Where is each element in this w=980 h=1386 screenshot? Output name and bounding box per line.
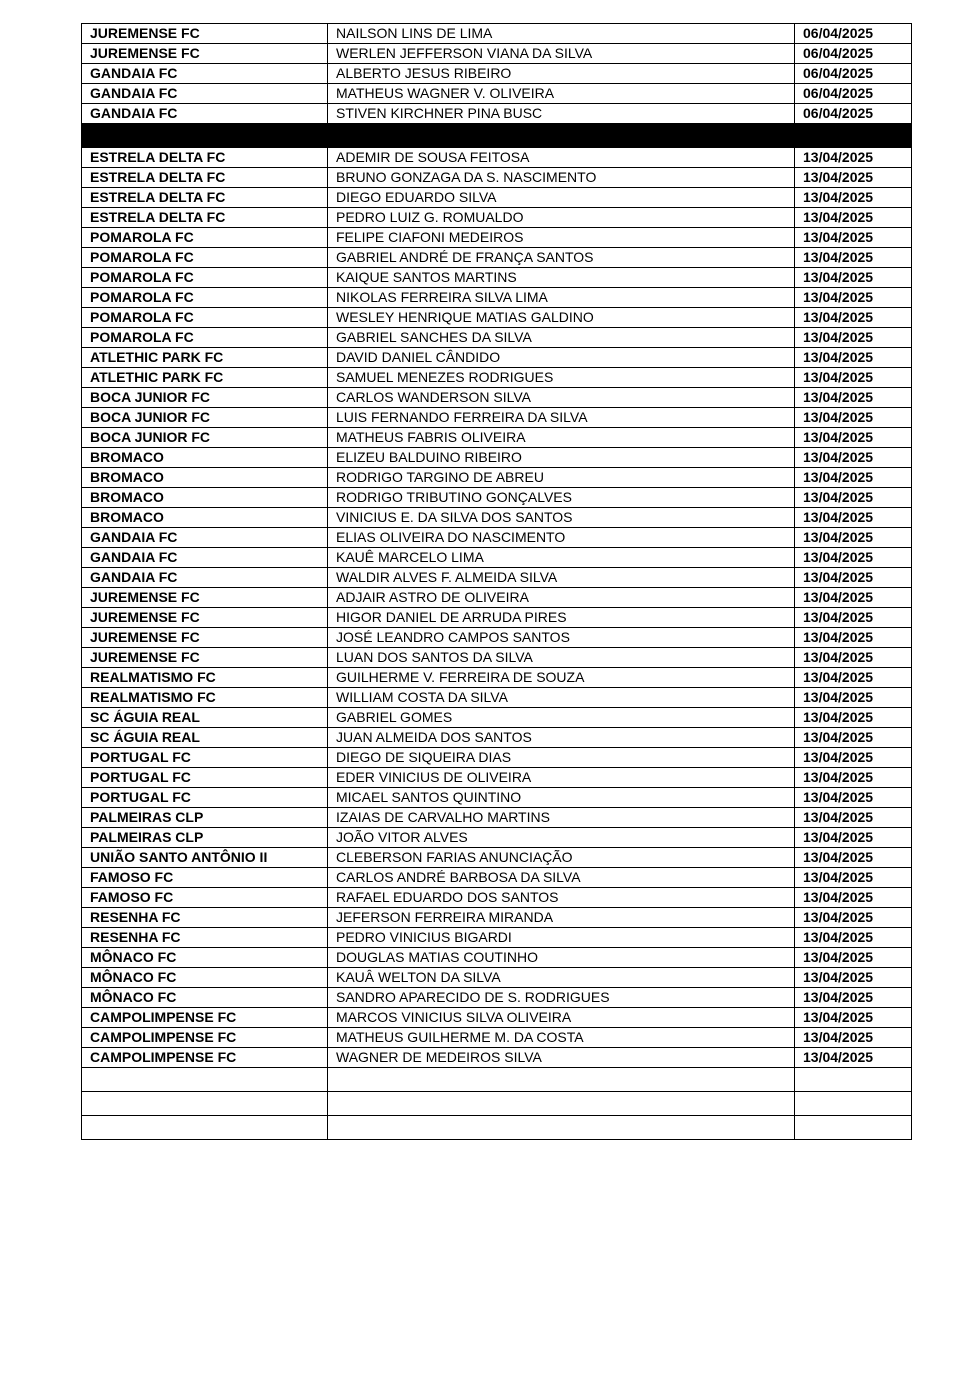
club-cell: BOCA JUNIOR FC (82, 388, 328, 408)
date-cell: 06/04/2025 (795, 64, 912, 84)
player-cell: RAFAEL EDUARDO DOS SANTOS (328, 888, 795, 908)
table-row (82, 1028, 912, 1048)
player-cell: ALBERTO JESUS RIBEIRO (328, 64, 795, 84)
player-cell: KAUÂ WELTON DA SILVA (328, 968, 795, 988)
table-row (82, 308, 912, 328)
table-row (82, 64, 912, 84)
table-row (82, 648, 912, 668)
table-row (82, 288, 912, 308)
date-cell: 13/04/2025 (795, 288, 912, 308)
date-cell: 13/04/2025 (795, 788, 912, 808)
player-cell: STIVEN KIRCHNER PINA BUSC (328, 104, 795, 124)
player-cell: KAIQUE SANTOS MARTINS (328, 268, 795, 288)
player-cell: MARCOS VINICIUS SILVA OLIVEIRA (328, 1008, 795, 1028)
club-cell: ESTRELA DELTA FC (82, 148, 328, 168)
table-row (82, 348, 912, 368)
table-row (82, 508, 912, 528)
table-row (82, 628, 912, 648)
player-cell: JOÃO VITOR ALVES (328, 828, 795, 848)
club-cell: JUREMENSE FC (82, 24, 328, 44)
date-cell: 13/04/2025 (795, 608, 912, 628)
player-cell: KAUÊ MARCELO LIMA (328, 548, 795, 568)
club-cell: PALMEIRAS CLP (82, 828, 328, 848)
club-cell: GANDAIA FC (82, 104, 328, 124)
separator-cell (795, 124, 912, 148)
player-cell: GABRIEL ANDRÉ DE FRANÇA SANTOS (328, 248, 795, 268)
player-cell: JEFERSON FERREIRA MIRANDA (328, 908, 795, 928)
date-cell: 06/04/2025 (795, 44, 912, 64)
date-cell: 13/04/2025 (795, 708, 912, 728)
club-cell: ESTRELA DELTA FC (82, 168, 328, 188)
player-cell: FELIPE CIAFONI MEDEIROS (328, 228, 795, 248)
date-cell: 13/04/2025 (795, 928, 912, 948)
club-cell: BROMACO (82, 448, 328, 468)
date-cell: 13/04/2025 (795, 248, 912, 268)
date-cell: 13/04/2025 (795, 1008, 912, 1028)
club-cell: CAMPOLIMPENSE FC (82, 1028, 328, 1048)
club-cell: REALMATISMO FC (82, 668, 328, 688)
club-cell: RESENHA FC (82, 908, 328, 928)
player-cell: DIEGO EDUARDO SILVA (328, 188, 795, 208)
table-row (82, 848, 912, 868)
player-cell: CARLOS WANDERSON SILVA (328, 388, 795, 408)
date-cell (795, 1092, 912, 1116)
date-cell: 13/04/2025 (795, 808, 912, 828)
player-cell: HIGOR DANIEL DE ARRUDA PIRES (328, 608, 795, 628)
table-row (82, 868, 912, 888)
date-cell: 13/04/2025 (795, 368, 912, 388)
player-cell (328, 1092, 795, 1116)
date-cell: 13/04/2025 (795, 168, 912, 188)
date-cell: 06/04/2025 (795, 24, 912, 44)
date-cell: 13/04/2025 (795, 528, 912, 548)
date-cell (795, 1116, 912, 1140)
club-cell: BROMACO (82, 488, 328, 508)
table-row (82, 468, 912, 488)
club-cell: MÔNACO FC (82, 948, 328, 968)
table-row (82, 828, 912, 848)
player-cell: WILLIAM COSTA DA SILVA (328, 688, 795, 708)
player-cell: CLEBERSON FARIAS ANUNCIAÇÃO (328, 848, 795, 868)
table-row (82, 388, 912, 408)
club-cell: ESTRELA DELTA FC (82, 188, 328, 208)
date-cell: 13/04/2025 (795, 988, 912, 1008)
club-cell: POMAROLA FC (82, 328, 328, 348)
table-row (82, 788, 912, 808)
table-row (82, 24, 912, 44)
club-cell (82, 1068, 328, 1092)
table-row (82, 568, 912, 588)
separator-cell (328, 124, 795, 148)
club-cell: GANDAIA FC (82, 548, 328, 568)
player-cell: NIKOLAS FERREIRA SILVA LIMA (328, 288, 795, 308)
club-cell: PORTUGAL FC (82, 768, 328, 788)
date-cell: 13/04/2025 (795, 548, 912, 568)
player-cell: MATHEUS WAGNER V. OLIVEIRA (328, 84, 795, 104)
table-row (82, 888, 912, 908)
date-cell: 06/04/2025 (795, 104, 912, 124)
date-cell: 13/04/2025 (795, 828, 912, 848)
table-body (82, 24, 912, 1140)
club-cell: MÔNACO FC (82, 968, 328, 988)
date-cell: 13/04/2025 (795, 748, 912, 768)
player-cell: GUILHERME V. FERREIRA DE SOUZA (328, 668, 795, 688)
date-cell: 06/04/2025 (795, 84, 912, 104)
table-row (82, 588, 912, 608)
date-cell: 13/04/2025 (795, 228, 912, 248)
date-cell (795, 1068, 912, 1092)
player-cell: WERLEN JEFFERSON VIANA DA SILVA (328, 44, 795, 64)
club-cell: ESTRELA DELTA FC (82, 208, 328, 228)
player-cell: SAMUEL MENEZES RODRIGUES (328, 368, 795, 388)
empty-row (82, 1116, 912, 1140)
club-cell: FAMOSO FC (82, 888, 328, 908)
table-row (82, 768, 912, 788)
table-row (82, 188, 912, 208)
player-cell: RODRIGO TARGINO DE ABREU (328, 468, 795, 488)
table-row (82, 548, 912, 568)
table-row (82, 448, 912, 468)
table-row (82, 968, 912, 988)
player-cell: JOSÉ LEANDRO CAMPOS SANTOS (328, 628, 795, 648)
date-cell: 13/04/2025 (795, 508, 912, 528)
club-cell: JUREMENSE FC (82, 648, 328, 668)
player-cell (328, 1068, 795, 1092)
date-cell: 13/04/2025 (795, 728, 912, 748)
table-row (82, 208, 912, 228)
date-cell: 13/04/2025 (795, 188, 912, 208)
table-row (82, 408, 912, 428)
player-cell: NAILSON LINS DE LIMA (328, 24, 795, 44)
empty-row (82, 1068, 912, 1092)
date-cell: 13/04/2025 (795, 588, 912, 608)
club-cell: SC ÁGUIA REAL (82, 708, 328, 728)
date-cell: 13/04/2025 (795, 488, 912, 508)
club-cell (82, 1116, 328, 1140)
table-row (82, 44, 912, 64)
club-cell: GANDAIA FC (82, 64, 328, 84)
club-cell: CAMPOLIMPENSE FC (82, 1048, 328, 1068)
date-cell: 13/04/2025 (795, 328, 912, 348)
club-cell: PORTUGAL FC (82, 788, 328, 808)
club-cell: ATLETHIC PARK FC (82, 348, 328, 368)
section-separator-row (82, 124, 912, 148)
club-cell: RESENHA FC (82, 928, 328, 948)
club-cell: SC ÁGUIA REAL (82, 728, 328, 748)
player-cell: PEDRO LUIZ G. ROMUALDO (328, 208, 795, 228)
club-cell: JUREMENSE FC (82, 588, 328, 608)
date-cell: 13/04/2025 (795, 208, 912, 228)
club-cell: CAMPOLIMPENSE FC (82, 1008, 328, 1028)
club-cell: POMAROLA FC (82, 268, 328, 288)
date-cell: 13/04/2025 (795, 888, 912, 908)
table-row (82, 84, 912, 104)
club-cell: POMAROLA FC (82, 248, 328, 268)
club-cell: POMAROLA FC (82, 228, 328, 248)
date-cell: 13/04/2025 (795, 428, 912, 448)
date-cell: 13/04/2025 (795, 648, 912, 668)
table-row (82, 148, 912, 168)
table-row (82, 104, 912, 124)
club-cell: PORTUGAL FC (82, 748, 328, 768)
table-row (82, 908, 912, 928)
table-row (82, 268, 912, 288)
club-cell: JUREMENSE FC (82, 608, 328, 628)
club-cell: GANDAIA FC (82, 528, 328, 548)
table-row (82, 488, 912, 508)
table-row (82, 328, 912, 348)
date-cell: 13/04/2025 (795, 268, 912, 288)
player-cell: WALDIR ALVES F. ALMEIDA SILVA (328, 568, 795, 588)
table-row (82, 748, 912, 768)
player-cell: MATHEUS GUILHERME M. DA COSTA (328, 1028, 795, 1048)
date-cell: 13/04/2025 (795, 348, 912, 368)
table-row (82, 1048, 912, 1068)
table-row (82, 428, 912, 448)
table-row (82, 368, 912, 388)
date-cell: 13/04/2025 (795, 968, 912, 988)
club-cell: BROMACO (82, 468, 328, 488)
player-cell: ELIAS OLIVEIRA DO NASCIMENTO (328, 528, 795, 548)
player-cell: LUAN DOS SANTOS DA SILVA (328, 648, 795, 668)
player-cell: MICAEL SANTOS QUINTINO (328, 788, 795, 808)
player-cell: DOUGLAS MATIAS COUTINHO (328, 948, 795, 968)
club-cell (82, 1092, 328, 1116)
player-cell: IZAIAS DE CARVALHO MARTINS (328, 808, 795, 828)
player-cell: LUIS FERNANDO FERREIRA DA SILVA (328, 408, 795, 428)
player-cell: ADJAIR ASTRO DE OLIVEIRA (328, 588, 795, 608)
table-row (82, 928, 912, 948)
club-cell: ATLETHIC PARK FC (82, 368, 328, 388)
date-cell: 13/04/2025 (795, 388, 912, 408)
player-cell: WESLEY HENRIQUE MATIAS GALDINO (328, 308, 795, 328)
date-cell: 13/04/2025 (795, 1048, 912, 1068)
date-cell: 13/04/2025 (795, 948, 912, 968)
club-cell: JUREMENSE FC (82, 628, 328, 648)
club-cell: GANDAIA FC (82, 568, 328, 588)
separator-cell (82, 124, 328, 148)
player-cell: SANDRO APARECIDO DE S. RODRIGUES (328, 988, 795, 1008)
player-cell: MATHEUS FABRIS OLIVEIRA (328, 428, 795, 448)
club-cell: MÔNACO FC (82, 988, 328, 1008)
club-cell: POMAROLA FC (82, 288, 328, 308)
table-row (82, 668, 912, 688)
club-cell: POMAROLA FC (82, 308, 328, 328)
player-cell: VINICIUS E. DA SILVA DOS SANTOS (328, 508, 795, 528)
date-cell: 13/04/2025 (795, 908, 912, 928)
table-row (82, 808, 912, 828)
player-cell: ADEMIR DE SOUSA FEITOSA (328, 148, 795, 168)
date-cell: 13/04/2025 (795, 568, 912, 588)
table-row (82, 708, 912, 728)
player-cell (328, 1116, 795, 1140)
player-cell: GABRIEL GOMES (328, 708, 795, 728)
player-cell: BRUNO GONZAGA DA S. NASCIMENTO (328, 168, 795, 188)
club-cell: BROMACO (82, 508, 328, 528)
date-cell: 13/04/2025 (795, 688, 912, 708)
player-cell: DAVID DANIEL CÂNDIDO (328, 348, 795, 368)
player-cell: JUAN ALMEIDA DOS SANTOS (328, 728, 795, 748)
table-row (82, 528, 912, 548)
player-cell: CARLOS ANDRÉ BARBOSA DA SILVA (328, 868, 795, 888)
date-cell: 13/04/2025 (795, 448, 912, 468)
date-cell: 13/04/2025 (795, 668, 912, 688)
date-cell: 13/04/2025 (795, 628, 912, 648)
player-cell: PEDRO VINICIUS BIGARDI (328, 928, 795, 948)
date-cell: 13/04/2025 (795, 148, 912, 168)
date-cell: 13/04/2025 (795, 868, 912, 888)
table-row (82, 608, 912, 628)
date-cell: 13/04/2025 (795, 468, 912, 488)
club-cell: BOCA JUNIOR FC (82, 408, 328, 428)
date-cell: 13/04/2025 (795, 848, 912, 868)
player-cell: EDER VINICIUS DE OLIVEIRA (328, 768, 795, 788)
club-cell: JUREMENSE FC (82, 44, 328, 64)
club-cell: FAMOSO FC (82, 868, 328, 888)
club-cell: GANDAIA FC (82, 84, 328, 104)
table-row (82, 168, 912, 188)
date-cell: 13/04/2025 (795, 768, 912, 788)
player-cell: RODRIGO TRIBUTINO GONÇALVES (328, 488, 795, 508)
table-row (82, 248, 912, 268)
date-cell: 13/04/2025 (795, 308, 912, 328)
club-cell: BOCA JUNIOR FC (82, 428, 328, 448)
empty-row (82, 1092, 912, 1116)
suspension-table (81, 23, 912, 1140)
suspension-list-sheet (81, 23, 911, 1140)
player-cell: WAGNER DE MEDEIROS SILVA (328, 1048, 795, 1068)
table-row (82, 228, 912, 248)
table-row (82, 988, 912, 1008)
table-row (82, 948, 912, 968)
date-cell: 13/04/2025 (795, 1028, 912, 1048)
club-cell: REALMATISMO FC (82, 688, 328, 708)
club-cell: UNIÃO SANTO ANTÔNIO II (82, 848, 328, 868)
date-cell: 13/04/2025 (795, 408, 912, 428)
player-cell: ELIZEU BALDUINO RIBEIRO (328, 448, 795, 468)
player-cell: GABRIEL SANCHES DA SILVA (328, 328, 795, 348)
player-cell: DIEGO DE SIQUEIRA DIAS (328, 748, 795, 768)
table-row (82, 728, 912, 748)
club-cell: PALMEIRAS CLP (82, 808, 328, 828)
table-row (82, 688, 912, 708)
table-row (82, 1008, 912, 1028)
